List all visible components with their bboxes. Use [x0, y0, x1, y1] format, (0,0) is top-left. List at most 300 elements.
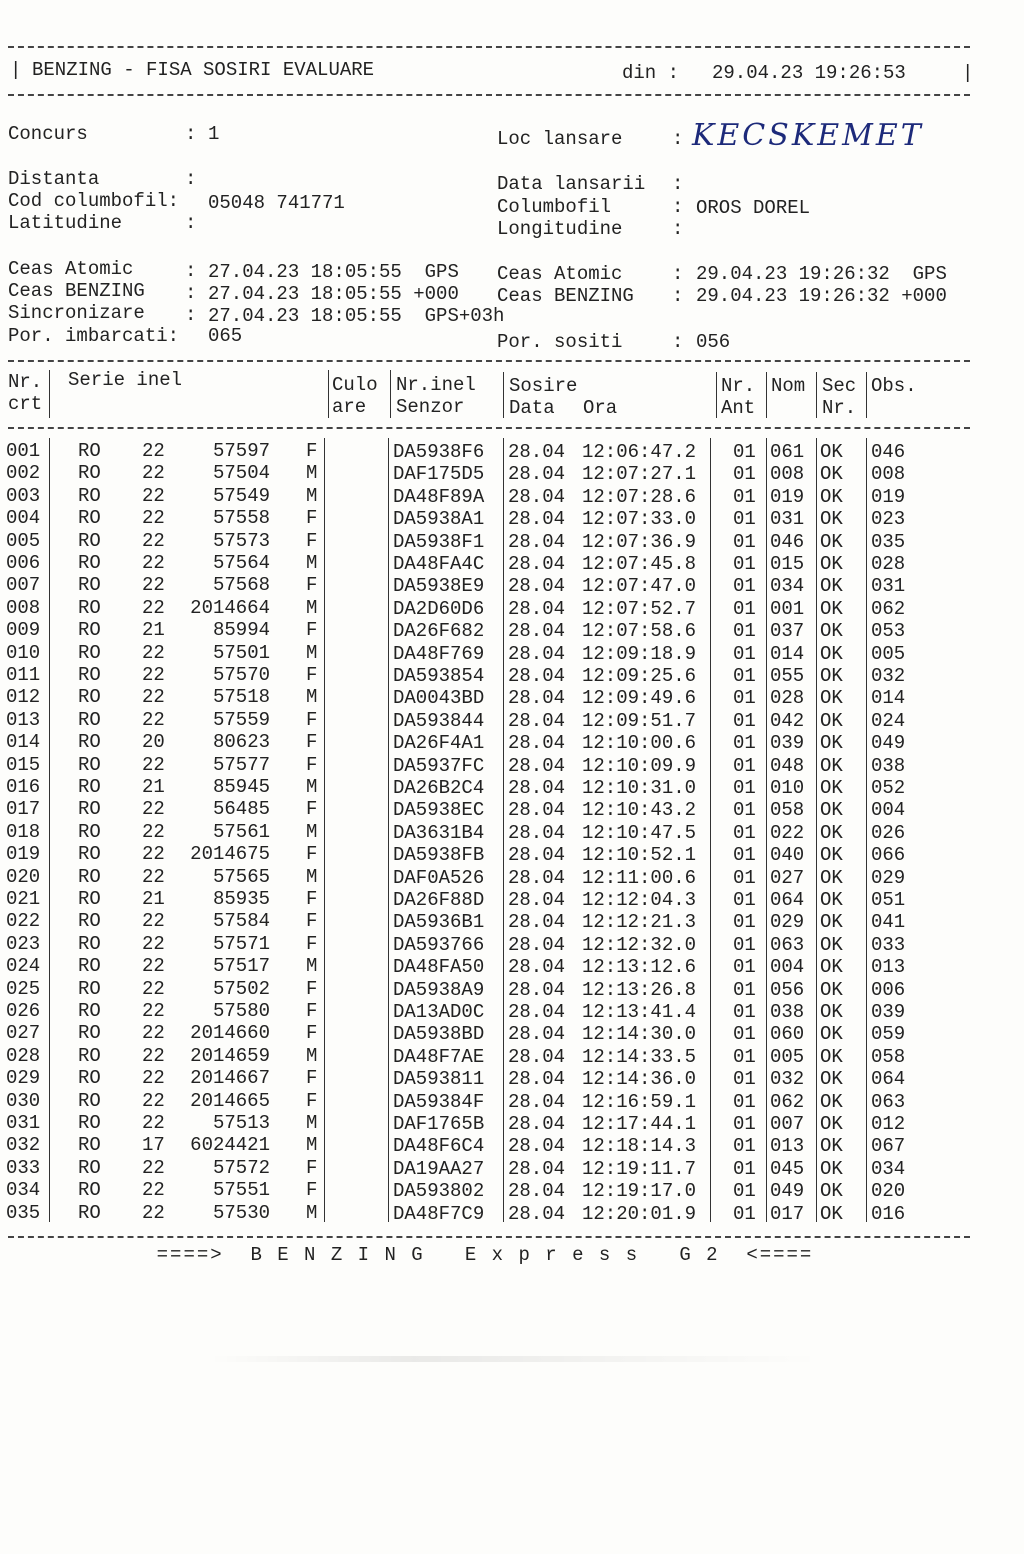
- cell-ring: 57517: [212, 955, 270, 978]
- row-divider: [866, 662, 867, 684]
- row-divider: [503, 640, 504, 662]
- sositi-value: 056: [696, 331, 731, 353]
- row-divider: [324, 1065, 325, 1087]
- cell-ant: 01: [733, 441, 756, 463]
- cell-sec: OK: [820, 889, 843, 911]
- row-divider: [503, 550, 504, 572]
- row-divider: [49, 931, 50, 953]
- row-divider: [710, 460, 711, 482]
- row-divider: [866, 528, 867, 550]
- row-divider: [866, 1020, 867, 1042]
- cell-obs: 059: [871, 1023, 906, 1046]
- ceas-benzing-value-right: 29.04.23 19:26:32 +000: [696, 285, 947, 307]
- cell-sec: OK: [820, 1157, 843, 1180]
- latitudine-label: Latitudine: [8, 212, 123, 234]
- row-divider: [503, 752, 504, 774]
- cell-time: 12:19:11.7: [582, 1157, 697, 1180]
- cell-year: 17: [142, 1134, 165, 1157]
- row-divider: [49, 796, 50, 818]
- cell-time: 12:14:30.0: [582, 1023, 697, 1046]
- row-divider: [766, 752, 767, 774]
- cell-nom: 004: [770, 956, 805, 979]
- cell-country: RO: [78, 753, 101, 776]
- cell-date: 28.04: [508, 597, 566, 620]
- cell-country: RO: [78, 619, 101, 642]
- row-divider: [388, 1200, 389, 1222]
- row-divider: [866, 483, 867, 505]
- cell-sex: F: [306, 753, 318, 776]
- ceas-atomic-colon-right: :: [672, 263, 684, 285]
- cell-time: 12:09:49.6: [582, 687, 697, 710]
- row-divider: [49, 707, 50, 729]
- cell-time: 12:17:44.1: [582, 1113, 697, 1135]
- header-bottom-rule: [8, 94, 970, 96]
- cell-sensor: DA0043BD: [393, 687, 485, 710]
- cell-sex: M: [306, 686, 318, 709]
- cell-sensor: DA5938BD: [393, 1023, 485, 1046]
- row-divider: [866, 1132, 867, 1154]
- row-divider: [388, 1110, 389, 1132]
- cell-nr: 007: [6, 574, 41, 597]
- row-divider: [710, 1132, 711, 1154]
- row-divider: [866, 841, 867, 863]
- cell-nom: 060: [770, 1023, 805, 1046]
- cell-sensor: DA593766: [393, 933, 485, 956]
- row-divider: [49, 684, 50, 706]
- cell-nr: 004: [6, 507, 41, 530]
- cell-date: 28.04: [508, 1180, 566, 1203]
- sincronizare-colon: :: [185, 304, 197, 326]
- cell-nom: 015: [770, 553, 805, 575]
- cell-obs: 034: [871, 1157, 906, 1180]
- cell-date: 28.04: [508, 709, 566, 732]
- row-divider: [49, 550, 50, 572]
- cell-sensor: DA5938F1: [393, 530, 485, 553]
- header-divider: [816, 372, 817, 418]
- longitudine-colon: :: [672, 218, 684, 240]
- cell-country: RO: [78, 641, 101, 664]
- cell-sec: OK: [820, 1202, 843, 1225]
- cell-ring: 2014659: [190, 1044, 270, 1067]
- cell-year: 22: [142, 955, 165, 978]
- row-divider: [503, 729, 504, 751]
- row-divider: [49, 1132, 50, 1154]
- cell-time: 12:07:33.0: [582, 508, 697, 531]
- row-divider: [816, 1200, 817, 1222]
- row-divider: [816, 819, 817, 841]
- row-divider: [766, 550, 767, 572]
- row-divider: [710, 796, 711, 818]
- row-divider: [49, 1088, 50, 1110]
- cell-sensor: DA5938F6: [393, 441, 485, 463]
- row-divider: [503, 1132, 504, 1154]
- cell-country: RO: [78, 462, 101, 485]
- row-divider: [766, 1020, 767, 1042]
- cell-ring: 57584: [212, 910, 270, 933]
- cell-nr: 016: [6, 776, 41, 798]
- row-divider: [766, 729, 767, 751]
- row-divider: [710, 528, 711, 550]
- row-divider: [388, 595, 389, 617]
- row-divider: [766, 976, 767, 998]
- cell-ant: 01: [733, 777, 756, 799]
- row-divider: [710, 707, 711, 729]
- ceas-atomic-label-left: Ceas Atomic: [8, 258, 134, 280]
- col-sec-line2: Nr.: [822, 397, 857, 419]
- row-divider: [49, 752, 50, 774]
- cell-nr: 002: [6, 462, 41, 485]
- row-divider: [710, 505, 711, 527]
- cell-nr: 014: [6, 731, 41, 754]
- cell-obs: 066: [871, 844, 906, 867]
- row-divider: [766, 864, 767, 886]
- cell-year: 22: [142, 686, 165, 709]
- cell-sensor: DA48F7C9: [393, 1202, 485, 1225]
- cell-time: 12:12:04.3: [582, 889, 697, 911]
- row-divider: [866, 505, 867, 527]
- cell-nom: 005: [770, 1045, 805, 1068]
- cell-ring: 57561: [212, 820, 270, 843]
- cell-ant: 01: [733, 1180, 756, 1203]
- sositi-label: Por. sositi: [497, 331, 623, 353]
- cell-date: 28.04: [508, 575, 566, 598]
- row-divider: [710, 595, 711, 617]
- cell-sec: OK: [820, 463, 843, 486]
- cell-year: 21: [142, 619, 165, 642]
- cell-year: 22: [142, 462, 165, 485]
- row-divider: [49, 1043, 50, 1065]
- cell-ring: 85994: [212, 619, 270, 642]
- row-divider: [816, 438, 817, 460]
- row-divider: [866, 1065, 867, 1087]
- cell-sec: OK: [820, 732, 843, 755]
- row-divider: [388, 1088, 389, 1110]
- row-divider: [49, 528, 50, 550]
- row-divider: [503, 528, 504, 550]
- cell-ant: 01: [733, 463, 756, 486]
- cell-time: 12:06:47.2: [582, 441, 697, 463]
- row-divider: [503, 796, 504, 818]
- latitudine-colon: :: [185, 212, 197, 234]
- cell-sec: OK: [820, 620, 843, 643]
- cell-year: 22: [142, 1000, 165, 1022]
- cell-country: RO: [78, 1000, 101, 1022]
- cell-year: 22: [142, 843, 165, 866]
- cell-nr: 015: [6, 753, 41, 776]
- cell-sex: M: [306, 596, 318, 619]
- concurs-colon: :: [185, 123, 197, 145]
- cell-time: 12:10:52.1: [582, 844, 697, 867]
- data-lansarii-colon: :: [672, 173, 684, 195]
- row-divider: [816, 572, 817, 594]
- cell-country: RO: [78, 776, 101, 798]
- row-divider: [324, 953, 325, 975]
- row-divider: [49, 819, 50, 841]
- cell-ring: 57549: [212, 484, 270, 507]
- col-obs: Obs.: [871, 375, 917, 397]
- cell-ring: 85945: [212, 776, 270, 798]
- row-divider: [324, 640, 325, 662]
- row-divider: [866, 864, 867, 886]
- cell-year: 22: [142, 910, 165, 933]
- table-header-bottom-rule: [8, 427, 970, 429]
- cell-sensor: DA5938FB: [393, 844, 485, 867]
- cell-nr: 026: [6, 1000, 41, 1022]
- header-divider: [716, 372, 717, 418]
- row-divider: [388, 1065, 389, 1087]
- cell-time: 12:09:25.6: [582, 665, 697, 687]
- cell-sec: OK: [820, 709, 843, 732]
- row-divider: [503, 1200, 504, 1222]
- cell-obs: 032: [871, 665, 906, 687]
- row-divider: [324, 1043, 325, 1065]
- cell-ant: 01: [733, 1068, 756, 1091]
- cell-obs: 038: [871, 754, 906, 777]
- row-divider: [816, 550, 817, 572]
- row-divider: [766, 640, 767, 662]
- cell-country: RO: [78, 865, 101, 888]
- row-divider: [866, 640, 867, 662]
- cell-sec: OK: [820, 956, 843, 979]
- cell-obs: 041: [871, 911, 906, 934]
- row-divider: [49, 460, 50, 482]
- row-divider: [710, 729, 711, 751]
- cell-obs: 064: [871, 1068, 906, 1091]
- row-divider: [49, 505, 50, 527]
- cell-nom: 039: [770, 732, 805, 755]
- cell-nr: 006: [6, 552, 41, 574]
- row-divider: [49, 640, 50, 662]
- row-divider: [388, 640, 389, 662]
- row-divider: [388, 662, 389, 684]
- cell-nom: 037: [770, 620, 805, 643]
- cell-time: 12:10:43.2: [582, 799, 697, 822]
- row-divider: [766, 438, 767, 460]
- cell-date: 28.04: [508, 777, 566, 799]
- cell-sensor: DA26F682: [393, 620, 485, 643]
- row-divider: [710, 1043, 711, 1065]
- cell-obs: 051: [871, 889, 906, 911]
- row-divider: [816, 684, 817, 706]
- cell-sec: OK: [820, 777, 843, 799]
- cell-time: 12:10:00.6: [582, 732, 697, 755]
- row-divider: [816, 931, 817, 953]
- row-divider: [766, 931, 767, 953]
- cell-obs: 052: [871, 777, 906, 799]
- row-divider: [503, 1155, 504, 1177]
- row-divider: [816, 976, 817, 998]
- cell-year: 22: [142, 1156, 165, 1179]
- row-divider: [388, 460, 389, 482]
- cell-date: 28.04: [508, 620, 566, 643]
- table-top-rule: [8, 360, 970, 362]
- cell-sex: M: [306, 484, 318, 507]
- row-divider: [866, 819, 867, 841]
- cell-ant: 01: [733, 485, 756, 508]
- row-divider: [324, 796, 325, 818]
- concurs-value: 1: [208, 123, 220, 145]
- cell-ant: 01: [733, 844, 756, 867]
- cell-year: 22: [142, 1089, 165, 1112]
- cell-nr: 034: [6, 1179, 41, 1202]
- row-divider: [388, 841, 389, 863]
- cell-obs: 013: [871, 956, 906, 979]
- cell-sensor: DA48F89A: [393, 485, 485, 508]
- cell-year: 22: [142, 820, 165, 843]
- cell-country: RO: [78, 932, 101, 955]
- row-divider: [503, 864, 504, 886]
- row-divider: [503, 976, 504, 998]
- distanta-colon: :: [185, 168, 197, 190]
- row-divider: [766, 483, 767, 505]
- row-divider: [816, 1155, 817, 1177]
- cell-time: 12:13:12.6: [582, 956, 697, 979]
- cell-sec: OK: [820, 575, 843, 598]
- row-divider: [866, 953, 867, 975]
- cell-ant: 01: [733, 821, 756, 844]
- cod-columbofil-label: Cod columbofil:: [8, 190, 180, 212]
- row-divider: [324, 998, 325, 1020]
- cell-date: 28.04: [508, 754, 566, 777]
- cell-sec: OK: [820, 665, 843, 687]
- cell-date: 28.04: [508, 1045, 566, 1068]
- cell-date: 28.04: [508, 530, 566, 553]
- cell-time: 12:20:01.9: [582, 1202, 697, 1225]
- cell-ant: 01: [733, 933, 756, 956]
- cell-time: 12:18:14.3: [582, 1135, 697, 1158]
- row-divider: [49, 729, 50, 751]
- cell-sex: M: [306, 552, 318, 574]
- row-divider: [816, 1177, 817, 1199]
- cell-ring: 57565: [212, 865, 270, 888]
- cell-ant: 01: [733, 642, 756, 665]
- cell-year: 20: [142, 731, 165, 754]
- row-divider: [866, 1088, 867, 1110]
- cell-year: 22: [142, 596, 165, 619]
- row-divider: [49, 1200, 50, 1222]
- cell-nom: 040: [770, 844, 805, 867]
- cell-sex: F: [306, 619, 318, 642]
- row-divider: [766, 595, 767, 617]
- row-divider: [866, 1155, 867, 1177]
- row-divider: [766, 460, 767, 482]
- row-divider: [49, 998, 50, 1020]
- row-divider: [503, 998, 504, 1020]
- cell-obs: 058: [871, 1045, 906, 1068]
- row-divider: [49, 1020, 50, 1042]
- row-divider: [503, 886, 504, 908]
- cell-ring: 57573: [212, 529, 270, 552]
- cell-time: 12:09:18.9: [582, 642, 697, 665]
- cell-time: 12:07:36.9: [582, 530, 697, 553]
- imbarcati-value: 065: [208, 325, 243, 347]
- cell-nom: 064: [770, 889, 805, 911]
- row-divider: [503, 572, 504, 594]
- cell-time: 12:07:52.7: [582, 597, 697, 620]
- row-divider: [324, 1020, 325, 1042]
- header-left-bar: |: [10, 59, 22, 81]
- row-divider: [324, 707, 325, 729]
- row-divider: [816, 460, 817, 482]
- cell-nom: 034: [770, 575, 805, 598]
- cell-ring: 2014675: [190, 843, 270, 866]
- row-divider: [324, 752, 325, 774]
- col-culo-line1: Culo: [332, 374, 378, 396]
- row-divider: [766, 1110, 767, 1132]
- row-divider: [766, 1043, 767, 1065]
- row-divider: [866, 707, 867, 729]
- cell-ant: 01: [733, 978, 756, 1001]
- ceas-atomic-label-right: Ceas Atomic: [497, 263, 623, 285]
- cod-columbofil-value: 05048 741771: [208, 192, 345, 214]
- row-divider: [324, 931, 325, 953]
- row-divider: [324, 729, 325, 751]
- row-divider: [710, 662, 711, 684]
- table-bottom-rule: [8, 1236, 970, 1238]
- cell-ant: 01: [733, 956, 756, 979]
- row-divider: [710, 908, 711, 930]
- row-divider: [766, 1177, 767, 1199]
- cell-year: 21: [142, 888, 165, 910]
- cell-ant: 01: [733, 1023, 756, 1046]
- row-divider: [503, 505, 504, 527]
- col-nr-line1: Nr.: [8, 371, 43, 393]
- row-divider: [503, 841, 504, 863]
- cell-sensor: DA26F88D: [393, 889, 485, 911]
- cell-nom: 038: [770, 1001, 805, 1023]
- cell-time: 12:07:58.6: [582, 620, 697, 643]
- cell-ant: 01: [733, 1135, 756, 1158]
- cell-date: 28.04: [508, 889, 566, 911]
- row-divider: [866, 774, 867, 796]
- cell-sensor: DA593854: [393, 665, 485, 687]
- imbarcati-label: Por. imbarcati:: [8, 325, 180, 347]
- cell-sec: OK: [820, 1023, 843, 1046]
- row-divider: [388, 998, 389, 1020]
- row-divider: [324, 774, 325, 796]
- row-divider: [503, 1177, 504, 1199]
- cell-date: 28.04: [508, 553, 566, 575]
- row-divider: [766, 1132, 767, 1154]
- cell-ant: 01: [733, 889, 756, 911]
- cell-date: 28.04: [508, 799, 566, 822]
- cell-country: RO: [78, 1112, 101, 1134]
- row-divider: [766, 662, 767, 684]
- cell-time: 12:10:47.5: [582, 821, 697, 844]
- row-divider: [766, 841, 767, 863]
- row-divider: [710, 483, 711, 505]
- row-divider: [766, 886, 767, 908]
- cell-obs: 053: [871, 620, 906, 643]
- row-divider: [766, 505, 767, 527]
- row-divider: [766, 684, 767, 706]
- cell-date: 28.04: [508, 1113, 566, 1135]
- cell-sec: OK: [820, 1113, 843, 1135]
- row-divider: [388, 819, 389, 841]
- row-divider: [816, 1132, 817, 1154]
- cell-obs: 016: [871, 1202, 906, 1225]
- cell-nom: 014: [770, 642, 805, 665]
- row-divider: [324, 617, 325, 639]
- row-divider: [49, 841, 50, 863]
- cell-year: 22: [142, 484, 165, 507]
- cell-sec: OK: [820, 866, 843, 889]
- col-nr-line2: crt: [8, 393, 43, 415]
- cell-sec: OK: [820, 1135, 843, 1158]
- row-divider: [324, 505, 325, 527]
- row-divider: [503, 953, 504, 975]
- cell-year: 22: [142, 798, 165, 821]
